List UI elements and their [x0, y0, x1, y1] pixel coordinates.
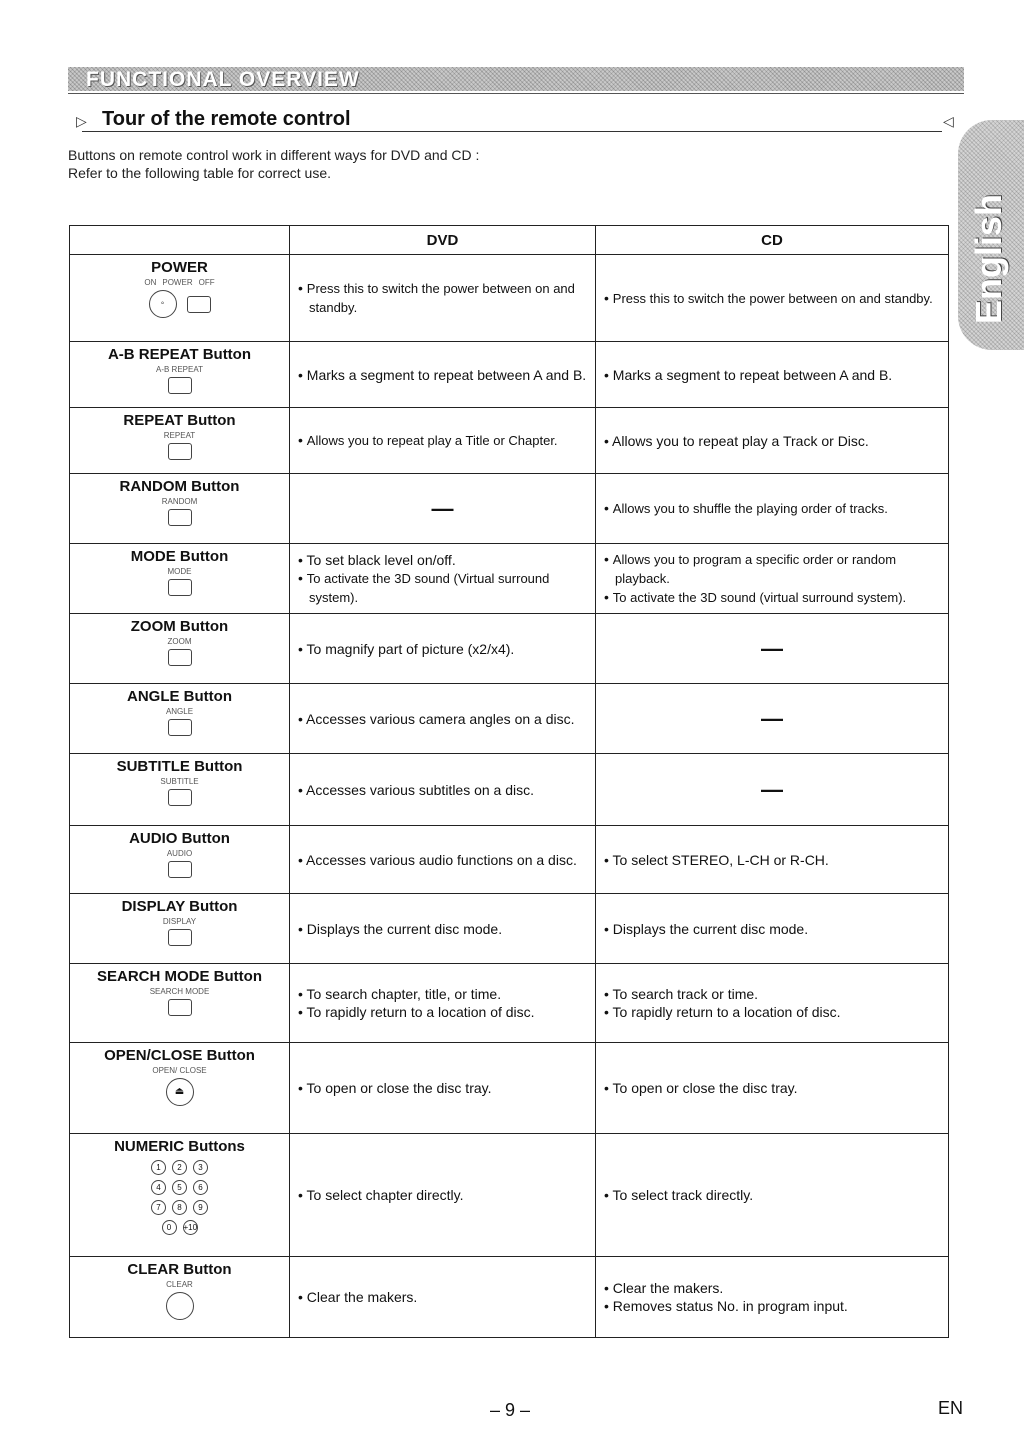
table-row [70, 964, 949, 1043]
bullet-icon: • [604, 500, 613, 516]
cd-cell [596, 255, 949, 342]
table-row [70, 1134, 949, 1257]
remote-button-icon [168, 509, 192, 526]
bullet-icon: • [298, 986, 307, 1002]
cd-cell [596, 474, 949, 544]
cd-cell: — [596, 754, 949, 826]
button-cell [70, 255, 290, 342]
bullet-icon: • [604, 551, 613, 567]
cd-cell [596, 342, 949, 408]
eject-button-icon: ⏏ [166, 1078, 194, 1106]
dvd-bullet-text: To activate the 3D sound (Virtual surround system). [306, 570, 550, 605]
bullet-icon: • [298, 920, 307, 937]
power-label-left: ON [144, 278, 157, 287]
cd-bullet-item [604, 432, 940, 450]
table-row [70, 255, 949, 342]
intro-line-2: Refer to the following table for correct use. [68, 165, 332, 181]
button-cell [70, 342, 290, 408]
cd-cell [596, 544, 949, 614]
remote-button-icon [168, 649, 192, 666]
table-row [70, 1043, 949, 1134]
cd-bullet-item [604, 1079, 940, 1097]
intro-line-1: Buttons on remote control work in different ways for DVD and CD : [68, 147, 480, 163]
button-cell [70, 614, 290, 684]
dvd-bullet-text: To rapidly return to a location of disc. [306, 1004, 535, 1020]
bullet-icon: • [604, 366, 613, 383]
table-header-row [70, 226, 949, 255]
numeric-key-icon: +10 [183, 1220, 198, 1235]
table-row [70, 474, 949, 544]
button-name: POWER [151, 259, 208, 276]
power-label-right: OFF [198, 278, 215, 287]
bullet-icon: • [604, 589, 613, 605]
cd-bullet-item [604, 1297, 940, 1315]
remote-button-icon [168, 377, 192, 394]
dvd-cell [290, 1043, 596, 1134]
language-code: EN [938, 1398, 964, 1418]
table-row [70, 544, 949, 614]
cd-cell [596, 1134, 949, 1257]
cd-bullet-item [604, 366, 940, 384]
bullet-icon: • [298, 781, 307, 798]
title-left-arrow-icon: ▷ [76, 113, 87, 129]
cd-bullet-text: Removes status No. in program input. [612, 1298, 848, 1314]
cd-bullet-item [604, 588, 940, 607]
button-print-label: A-B REPEAT [156, 365, 203, 374]
bullet-icon: • [298, 366, 307, 383]
button-cell [70, 1043, 290, 1134]
dvd-bullet-text: Allows you to repeat play a Title or Chapter. [306, 433, 558, 448]
cd-bullet-text: Press this to switch the power between on and standby. [612, 290, 933, 306]
section-title: Tour of the remote control [102, 108, 351, 130]
bullet-icon: • [298, 1289, 307, 1305]
remote-button-icon [168, 929, 192, 946]
title-right-arrow-icon: ◁ [943, 113, 954, 129]
button-print-label: REPEAT [163, 431, 196, 440]
button-name: MODE Button [130, 548, 229, 565]
numeric-key-icon: 6 [193, 1180, 208, 1195]
button-name: SUBTITLE Button [116, 758, 243, 775]
button-name: ANGLE Button [127, 688, 232, 705]
numeric-key-icon: 0 [162, 1220, 177, 1235]
dvd-cell: — [290, 474, 596, 544]
dvd-bullet-item [298, 1079, 587, 1097]
title-rule [82, 131, 942, 132]
bullet-icon: • [604, 1187, 613, 1203]
button-print-label: OPEN/ CLOSE [152, 1066, 207, 1075]
dvd-cell [290, 255, 596, 342]
cd-cell [596, 894, 949, 964]
dvd-bullet-text: Displays the current disc mode. [306, 920, 503, 937]
table-row [70, 826, 949, 894]
table-row [70, 684, 949, 754]
bullet-icon: • [298, 551, 307, 568]
power-on-icon: ◦ [149, 290, 177, 318]
language-side-tab-label: English [968, 193, 1009, 324]
cd-bullet-text: To select STEREO, L-CH or R-CH. [612, 851, 829, 868]
page-number: – 9 – [490, 1400, 531, 1420]
cd-cell: — [596, 614, 949, 684]
header-cell-cd: CD [596, 226, 949, 255]
bullet-icon: • [604, 289, 613, 306]
dvd-cell [290, 826, 596, 894]
bullet-icon: • [604, 851, 613, 868]
cd-cell [596, 408, 949, 474]
button-name: ZOOM Button [130, 618, 229, 635]
header-cell-dvd: DVD [290, 226, 596, 255]
button-name: SEARCH MODE Button [97, 968, 262, 985]
button-print-label: ZOOM [167, 637, 192, 646]
dvd-bullet-text: To magnify part of picture (x2/x4). [306, 640, 515, 657]
dvd-bullet-item [298, 920, 587, 938]
bullet-icon: • [604, 1298, 613, 1314]
dvd-cell [290, 544, 596, 614]
cd-bullet-text: To rapidly return to a location of disc. [612, 1004, 841, 1020]
power-buttons [149, 287, 211, 318]
cd-bullet-item [604, 499, 940, 518]
dvd-bullet-item [298, 431, 587, 450]
button-cell [70, 964, 290, 1043]
button-cell [70, 474, 290, 544]
power-labels [70, 278, 289, 287]
dvd-bullet-item [298, 985, 587, 1003]
button-name: AUDIO Button [129, 830, 230, 847]
remote-button-icon [168, 861, 192, 878]
banner-title: FUNCTIONAL OVERVIEW [86, 68, 360, 91]
cd-bullet-text: Displays the current disc mode. [612, 920, 809, 937]
bullet-icon: • [604, 432, 613, 449]
cd-bullet-text: To search track or time. [612, 986, 759, 1002]
numeric-keypad-icon [70, 1157, 289, 1237]
button-name: REPEAT Button [123, 412, 236, 429]
language-side-tab [958, 120, 1024, 350]
bullet-icon: • [604, 1280, 613, 1296]
dvd-cell [290, 614, 596, 684]
button-print-label: SUBTITLE [160, 777, 199, 786]
bullet-icon: • [298, 710, 307, 727]
cd-bullet-text: Allows you to program a specific order or random playback. [612, 552, 897, 586]
header-cell-blank [70, 226, 290, 255]
bullet-icon: • [298, 280, 307, 296]
button-print-label: AUDIO [166, 849, 193, 858]
button-cell [70, 544, 290, 614]
dvd-bullet-item [298, 1186, 587, 1204]
dvd-bullet-text: Press this to switch the power between on and standby. [306, 281, 575, 315]
round-button-icon [166, 1292, 194, 1320]
bullet-icon: • [298, 569, 307, 586]
numeric-key-icon: 4 [151, 1180, 166, 1195]
table-row [70, 754, 949, 826]
dvd-cell [290, 964, 596, 1043]
bullet-icon: • [604, 1080, 613, 1096]
cd-cell [596, 964, 949, 1043]
numeric-key-icon: 5 [172, 1180, 187, 1195]
dvd-bullet-item [298, 640, 587, 658]
numeric-key-icon: 1 [151, 1160, 166, 1175]
table-row [70, 408, 949, 474]
cd-bullet-item [604, 550, 940, 588]
remote-button-icon [168, 719, 192, 736]
button-name: OPEN/CLOSE Button [104, 1047, 255, 1064]
dvd-cell [290, 342, 596, 408]
button-name: DISPLAY Button [121, 898, 238, 915]
dvd-bullet-item [298, 1003, 587, 1021]
cd-cell: — [596, 684, 949, 754]
button-cell [70, 826, 290, 894]
button-cell [70, 408, 290, 474]
button-cell [70, 1134, 290, 1257]
cd-bullet-item [604, 1279, 940, 1297]
cd-bullet-text: To open or close the disc tray. [612, 1080, 798, 1096]
numeric-key-icon: 8 [172, 1200, 187, 1215]
dvd-bullet-item [298, 569, 587, 607]
bullet-icon: • [604, 920, 613, 937]
cd-cell [596, 1043, 949, 1134]
dvd-cell [290, 1257, 596, 1338]
cd-bullet-item [604, 1003, 940, 1021]
dvd-bullet-text: Accesses various audio functions on a disc. [306, 851, 577, 868]
power-off-icon [187, 296, 211, 313]
dvd-bullet-item [298, 551, 587, 569]
cd-bullet-item [604, 920, 940, 938]
dvd-cell [290, 754, 596, 826]
table-row [70, 342, 949, 408]
dvd-bullet-text: Clear the makers. [306, 1289, 418, 1305]
cd-cell [596, 826, 949, 894]
button-print-label: RANDOM [161, 497, 198, 506]
button-print-label: CLEAR [166, 1280, 193, 1289]
bullet-icon: • [604, 1004, 613, 1020]
dvd-bullet-text: To open or close the disc tray. [306, 1080, 492, 1096]
section-banner [68, 67, 964, 91]
cd-bullet-item [604, 289, 940, 308]
button-name: RANDOM Button [119, 478, 240, 495]
bullet-icon: • [298, 432, 307, 448]
cd-bullet-text: Clear the makers. [612, 1280, 724, 1296]
intro-text [68, 146, 479, 182]
numeric-key-icon: 9 [193, 1200, 208, 1215]
button-name: A-B REPEAT Button [107, 346, 252, 363]
table-row [70, 894, 949, 964]
button-print-label: DISPLAY [162, 917, 197, 926]
dvd-bullet-text: To set black level on/off. [306, 551, 456, 568]
dvd-cell [290, 894, 596, 964]
dvd-bullet-text: To select chapter directly. [306, 1187, 464, 1203]
bullet-icon: • [298, 1080, 307, 1096]
dvd-bullet-item [298, 279, 587, 317]
button-name: NUMERIC Buttons [114, 1138, 245, 1155]
dvd-bullet-text: To search chapter, title, or time. [306, 986, 502, 1002]
table-row [70, 614, 949, 684]
cd-cell [596, 1257, 949, 1338]
cd-bullet-text: To select track directly. [612, 1187, 754, 1203]
table-row [70, 1257, 949, 1338]
cd-bullet-item [604, 985, 940, 1003]
button-cell [70, 754, 290, 826]
button-cell [70, 894, 290, 964]
banner-rule [68, 93, 964, 94]
button-print-label: ANGLE [165, 707, 194, 716]
dvd-bullet-item [298, 710, 587, 728]
dvd-bullet-item [298, 851, 587, 869]
bullet-icon: • [298, 1187, 307, 1203]
bullet-icon: • [298, 640, 307, 657]
bullet-icon: • [604, 986, 613, 1002]
button-print-label: SEARCH MODE [149, 987, 210, 996]
cd-bullet-text: Allows you to shuffle the playing order of tracks. [612, 501, 888, 516]
button-print-label: MODE [167, 567, 192, 576]
cd-bullet-text: Allows you to repeat play a Track or Disc. [612, 432, 869, 449]
remote-control-table [69, 225, 949, 1338]
dvd-cell [290, 408, 596, 474]
dvd-bullet-text: Accesses various subtitles on a disc. [306, 781, 535, 798]
cd-bullet-text: Marks a segment to repeat between A and B. [612, 366, 893, 383]
dvd-bullet-text: Marks a segment to repeat between A and B. [306, 366, 587, 383]
bullet-icon: • [298, 1004, 307, 1020]
button-name: CLEAR Button [127, 1261, 232, 1278]
remote-button-icon [168, 579, 192, 596]
numeric-key-icon: 2 [172, 1160, 187, 1175]
cd-bullet-item [604, 1186, 940, 1204]
dvd-cell [290, 1134, 596, 1257]
remote-button-icon [168, 443, 192, 460]
power-label-mid: POWER [162, 278, 193, 287]
dvd-bullet-item [298, 366, 587, 384]
bullet-icon: • [298, 851, 307, 868]
numeric-key-icon: 3 [193, 1160, 208, 1175]
cd-bullet-text: To activate the 3D sound (virtual surround system). [612, 590, 907, 605]
numeric-key-icon: 7 [151, 1200, 166, 1215]
remote-button-icon [168, 999, 192, 1016]
dvd-bullet-item [298, 781, 587, 799]
cd-bullet-item [604, 851, 940, 869]
remote-button-icon [168, 789, 192, 806]
dvd-bullet-text: Accesses various camera angles on a disc. [306, 710, 575, 727]
dvd-cell [290, 684, 596, 754]
button-cell [70, 1257, 290, 1338]
dvd-bullet-item [298, 1288, 587, 1306]
button-cell [70, 684, 290, 754]
